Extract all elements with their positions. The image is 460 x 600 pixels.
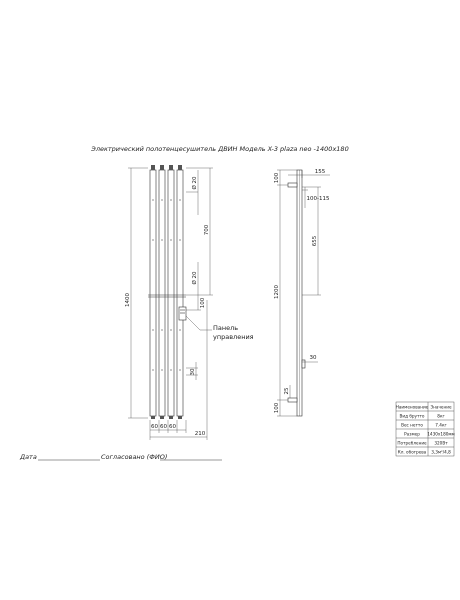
side-dimensions — [277, 170, 330, 416]
spec-row-value: 3,3м²/4,8 — [431, 449, 451, 455]
spec-row-name: Вид брутто — [399, 413, 425, 419]
spec-table — [396, 402, 454, 456]
spec-row-value: 320Вт — [434, 440, 448, 446]
control-panel — [179, 307, 186, 320]
spec-row-value: 8кг — [437, 413, 445, 419]
spec-row-name: Кл. обогрева — [397, 449, 427, 455]
callout-label-line2: управления — [213, 333, 254, 341]
dim-tube-diameter-top: Ø 20 — [192, 176, 198, 190]
dim-panel-depth: 30 — [309, 355, 317, 361]
spec-header-name: Наименование — [395, 404, 429, 410]
spec-row-value: 1430х180мм — [427, 431, 455, 437]
dim-pitch-1: 60 — [151, 424, 158, 430]
spec-row-name: Вес нетто — [401, 422, 423, 428]
spec-row-name: Размер — [404, 431, 420, 437]
spec-row-name: Потребление — [397, 440, 427, 446]
dim-panel-offset: 30 — [190, 368, 196, 376]
dim-pitch-3: 60 — [169, 424, 176, 430]
dim-mid-offset: 100 — [200, 297, 206, 309]
spec-row-value: 7.4кг — [435, 422, 447, 428]
drawing-title: Электрический полотенцесушитель ДВИН Модель X-3 plaza neo -1400х180 — [91, 145, 349, 153]
front-view — [148, 165, 186, 419]
dim-bottom-small: 25 — [284, 387, 290, 395]
footer-date-label: Дата — [20, 453, 37, 461]
dim-top-offset: 100 — [274, 172, 280, 184]
footer-agreed-label: Согласовано (ФИО) — [101, 453, 168, 461]
callout-label-line1: Панель — [213, 324, 239, 332]
dim-width-total: 210 — [194, 431, 206, 437]
dim-pitch-2: 60 — [160, 424, 167, 430]
spec-header-value: Значение — [430, 404, 452, 410]
dim-mount-height: 1200 — [274, 285, 280, 299]
dim-tube-diameter-mid: Ø 20 — [192, 271, 198, 285]
dim-mount-spacing: 655 — [312, 235, 318, 247]
side-view — [288, 170, 305, 416]
front-tube-marks — [152, 199, 180, 370]
dim-bottom-offset: 100 — [274, 402, 280, 414]
dim-height-total: 1400 — [125, 293, 131, 307]
front-tubes — [150, 170, 183, 416]
dim-bar-spacing: 700 — [204, 224, 210, 236]
front-tube-caps — [151, 165, 182, 419]
dim-depth: 155 — [314, 169, 326, 175]
front-dimension-labels — [125, 176, 254, 437]
footer — [19, 453, 222, 461]
dim-wall-range: 100-115 — [306, 196, 330, 202]
